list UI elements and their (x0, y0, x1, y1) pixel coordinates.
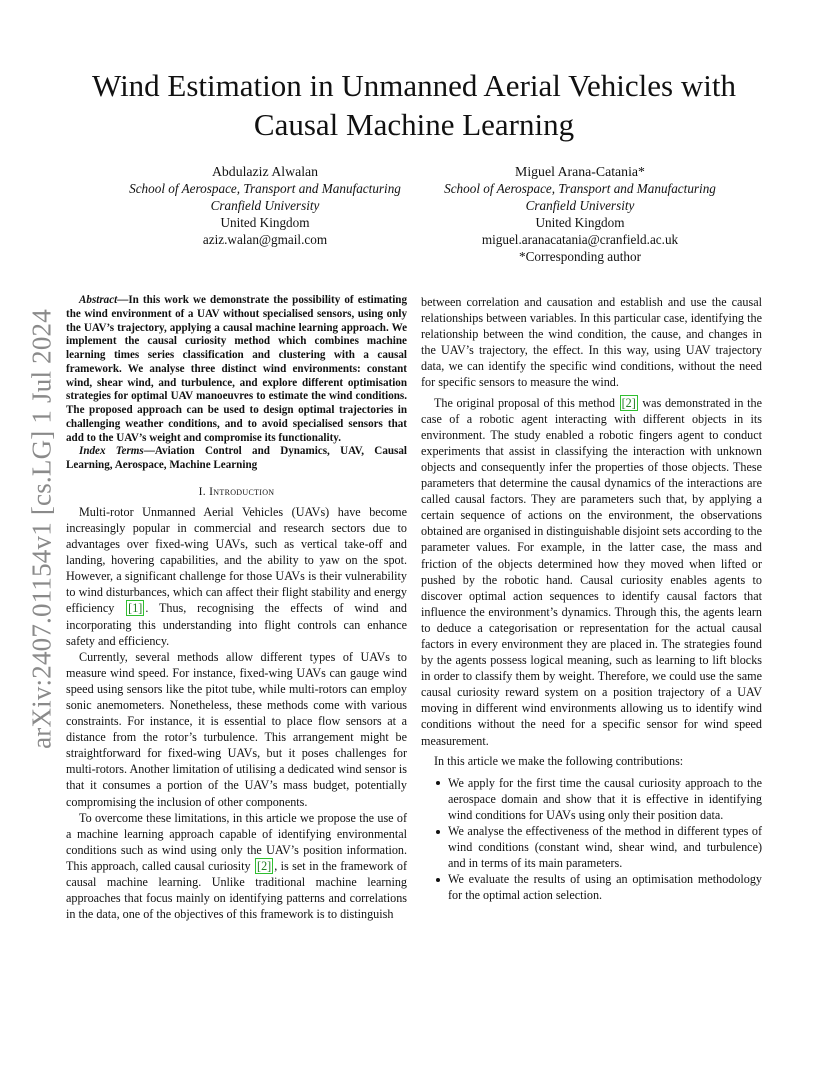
list-item: We evaluate the results of using an optimisation methodology for the optimal action selection. (421, 871, 762, 903)
author-block-2 (410, 163, 750, 265)
author-affiliation: School of Aerospace, Transport and Manufacturing (444, 181, 716, 196)
corresponding-author-note: *Corresponding author (519, 249, 641, 264)
paragraph-text: was demonstrated in the case of a robotic agent interacting with different objects in its environment. The study enabled a robotic fingers agent to conduct experiments that assist in classifying the interaction with unknown objects and consequently infer the properties of those objects. These parameters that determine the causal dynamics of the interactions are called causal factors. They are parameters such that, by applying a certain sequence of actions on the environment, the observations obtained are organised in distinguishable disjoint sets according to the parameter values. For example, in the latter case, the mass and friction of the objects determined how they moved when lifted or pushed by the robotic hand. Causal curiosity enables agents to discover optimal action sequences to identify causal factors that influence the environment’s dynamics. Through this, the agents learn to deduce a categorisation or representation for the actual causal factors in every environment they are placed in. The strategies found by the agents possess logical meaning, such as learning to lift blocks in order to classify them by weight. Therefore, we could use the same causal curiosity reward system on a position trajectory of a UAV moving in different wind environments allowing us to identify wind conditions without the need for a specific sensor for wind speed measurement. (421, 395, 762, 748)
author-country: United Kingdom (220, 215, 310, 230)
list-item: We apply for the first time the causal curiosity approach to the aerospace domain and show that it is effective in identifying wind conditions for UAVs using only their position data. (421, 775, 762, 823)
intro-paragraph-3 (66, 810, 407, 923)
paragraph-text: The original proposal of this method (434, 395, 619, 410)
paper-title (40, 66, 788, 144)
title-line-2: Causal Machine Learning (253, 107, 575, 142)
abstract (66, 294, 407, 445)
intro-paragraph-2: Currently, several methods allow different types of UAVs to measure wind speed. For instance, fixed-wing UAVs can gauge wind speed using sensors like the pitot tube, while multi-rotors can employ sonic anemometers. Nonetheless, these methods come with various constraints. For instance, it is essential to place flow sensors at a distance from the rotor’s turbulence. This arrangement might be straightforward for fixed-wing UAVs, but it poses challenges for multi-rotors. Another limitation of utilising a dedicated wind sensor is that it consumes a portion of the UAV’s mass budget, potentially compromising the inclusion of other components. (66, 649, 407, 809)
arxiv-identifier-stamp (19, 304, 65, 754)
abstract-text: —In this work we demonstrate the possibility of estimating the wind environment of a UAV without specialised sensors, using only the UAV’s trajectory, applying a causal machine learning approach. We implement the causal curiosity method which combines machine learning times series classification and clustering with a causal framework. We analyse three distinct wind environments: constant wind, shear wind, and turbulence, and explore different optimisation strategies for optimal UAV manoeuvres to estimate the wind conditions. The proposed approach can be used to design optimal trajectories in challenging weather conditions, and to avoid specialised sensors that add to the UAV’s weight and compromise its functionality. (66, 294, 407, 444)
author-name: Miguel Arana-Catania* (515, 164, 645, 179)
contributions-list (421, 775, 762, 904)
index-terms-label: Index Terms (79, 445, 144, 458)
author-university: Cranfield University (525, 198, 635, 213)
list-item: We analyse the effectiveness of the method in different types of wind conditions (constant wind, shear wind, and turbulence) and in terms of its main parameters. (421, 823, 762, 871)
right-column (421, 294, 762, 903)
section-heading-introduction: I. Introduction (198, 484, 275, 498)
citation-link[interactable]: [2] (621, 395, 636, 410)
citation-link[interactable]: [1] (128, 601, 143, 616)
left-column (66, 294, 407, 922)
right-paragraph-3: In this article we make the following contributions: (434, 753, 684, 768)
right-paragraph-1: between correlation and causation and establish and use the causal relationships between variables. In this particular case, identifying the relationship between the wind condition, the cause, and changes in the UAV’s trajectory, the effect. In this way, using UAV trajectory data, we can identify the specific wind conditions, without the need for specific sensors to measure the wind. (421, 295, 762, 390)
paragraph-text: , is set in the framework of causal machine learning. Unlike traditional machine learning approaches that focus mainly on identifying patterns and correlations in the data, one of the objectives of this framework is to distinguish (66, 858, 407, 922)
abstract-label: Abstract (79, 294, 118, 306)
author-email: miguel.aranacatania@cranfield.ac.uk (481, 232, 679, 247)
paragraph-text: . Thus, recognising the effects of wind and incorporating this understanding into flight controls can enhance safety and efficiency. (66, 601, 408, 648)
author-university: Cranfield University (210, 198, 320, 213)
index-terms-text: —Aviation Control and Dynamics, UAV, Causal Learning, Aerospace, Machine Learning (66, 445, 407, 471)
paragraph-text: To overcome these limitations, in this article we propose the use of a machine learning approach capable of identifying environmental conditions such as wind using only the UAV’s position information. This approach, called causal curiosity (66, 810, 407, 873)
author-email: aziz.walan@gmail.com (202, 232, 328, 247)
author-name: Abdulaziz Alwalan (211, 164, 319, 179)
intro-paragraph-1 (66, 504, 407, 649)
index-terms (66, 445, 407, 473)
title-line-1: Wind Estimation in Unmanned Aerial Vehicles with (92, 68, 736, 103)
author-country: United Kingdom (535, 215, 625, 230)
arxiv-identifier-text: arXiv:2407.01154v1 [cs.LG] 1 Jul 2024 (26, 309, 57, 749)
author-block-1 (100, 163, 430, 248)
paragraph-text: Multi-rotor Unmanned Aerial Vehicles (UAVs) have become increasingly popular in commercial and research sectors due to advantages over fixed-wing UAVs, such as vertical take-off and landing, hovering capabilities, and the ability to yaw on the spot. However, a significant challenge for those UAVs is their vulnerability to wind disturbances, which can affect their flight stability and energy efficiency (66, 504, 407, 616)
right-paragraph-2 (421, 395, 762, 749)
author-affiliation: School of Aerospace, Transport and Manufacturing (129, 181, 401, 196)
citation-link[interactable]: [2] (257, 858, 272, 873)
